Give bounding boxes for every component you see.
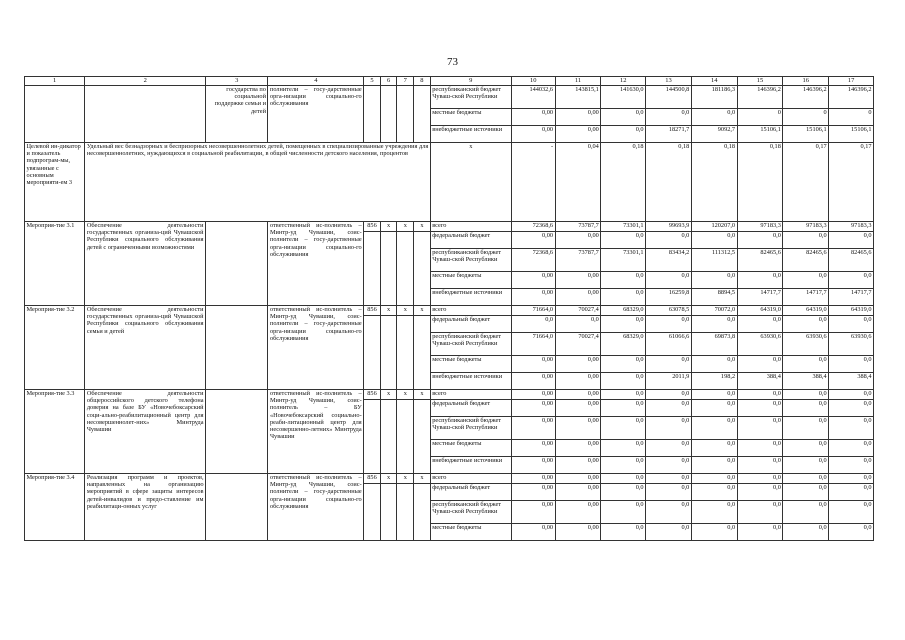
funding-source: федеральный бюджет bbox=[430, 484, 511, 501]
column-number: 3 bbox=[206, 77, 268, 86]
amount-cell: 97183,3 bbox=[783, 222, 829, 232]
table-row bbox=[25, 306, 874, 316]
amount-cell: 8894,5 bbox=[691, 289, 737, 306]
amount-cell: 9092,7 bbox=[691, 126, 737, 143]
indicator-value: 0,18 bbox=[737, 143, 783, 222]
code-x: х bbox=[397, 390, 414, 400]
amount-cell: 0,0 bbox=[737, 272, 783, 289]
amount-cell: 0,0 bbox=[601, 457, 646, 474]
amount-cell: 0 bbox=[783, 109, 829, 126]
funding-source: республиканский бюджет Чуваш-ской Республики bbox=[430, 501, 511, 524]
amount-cell: 111312,5 bbox=[691, 249, 737, 272]
amount-cell: 0,0 bbox=[646, 440, 692, 457]
funding-source: федеральный бюджет bbox=[430, 316, 511, 333]
amount-cell: 388,4 bbox=[829, 373, 874, 390]
amount-cell: 181186,3 bbox=[691, 86, 737, 109]
amount-cell: 0,0 bbox=[691, 232, 737, 249]
amount-cell: 72368,6 bbox=[511, 222, 555, 232]
amount-cell: 0,0 bbox=[737, 484, 783, 501]
code-cell bbox=[364, 484, 381, 541]
code-cell bbox=[397, 86, 414, 143]
amount-cell: 72368,6 bbox=[511, 249, 555, 272]
code-x: х bbox=[397, 474, 414, 484]
amount-cell: 0,0 bbox=[555, 316, 601, 333]
code-cell bbox=[364, 316, 381, 390]
amount-cell: 0,00 bbox=[511, 373, 555, 390]
measure-label: Мероприя-тие 3.3 bbox=[25, 390, 85, 474]
amount-cell: 0,0 bbox=[829, 440, 874, 457]
executor-cell: государства по социальной поддержке семьи и детей bbox=[206, 86, 268, 143]
amount-cell: 0,0 bbox=[691, 356, 737, 373]
code-x: х bbox=[380, 222, 397, 232]
amount-cell: 0,0 bbox=[829, 232, 874, 249]
amount-cell: 0,00 bbox=[511, 390, 555, 400]
indicator-value: 0,04 bbox=[555, 143, 601, 222]
code-cell bbox=[414, 232, 431, 306]
amount-cell: 0,00 bbox=[555, 457, 601, 474]
code-cell bbox=[414, 86, 431, 143]
amount-cell: 0,0 bbox=[601, 316, 646, 333]
amount-cell: 0,0 bbox=[829, 484, 874, 501]
amount-cell: 0,00 bbox=[555, 232, 601, 249]
table-row bbox=[25, 474, 874, 484]
amount-cell: 83434,2 bbox=[646, 249, 692, 272]
amount-cell: 0,00 bbox=[511, 417, 555, 440]
amount-cell: 0 bbox=[829, 109, 874, 126]
amount-cell: 71664,0 bbox=[511, 333, 555, 356]
amount-cell: 146396,2 bbox=[737, 86, 783, 109]
amount-cell: 69873,8 bbox=[691, 333, 737, 356]
amount-cell: 63930,6 bbox=[829, 333, 874, 356]
column-number: 6 bbox=[380, 77, 397, 86]
indicator-value: 0,18 bbox=[646, 143, 692, 222]
code-cell bbox=[414, 400, 431, 474]
amount-cell: 0,0 bbox=[783, 272, 829, 289]
amount-cell: 99693,9 bbox=[646, 222, 692, 232]
code-x: х bbox=[414, 474, 431, 484]
amount-cell: 0,00 bbox=[511, 524, 555, 541]
amount-cell: 70072,0 bbox=[691, 306, 737, 316]
amount-cell: 198,2 bbox=[691, 373, 737, 390]
funding-source: внебюджетные источники bbox=[430, 126, 511, 143]
budget-code: 856 bbox=[364, 222, 381, 232]
amount-cell: 68329,0 bbox=[601, 333, 646, 356]
measure-label: Мероприя-тие 3.1 bbox=[25, 222, 85, 306]
code-x: х bbox=[380, 306, 397, 316]
amount-cell: 0,0 bbox=[691, 400, 737, 417]
amount-cell: 0,0 bbox=[783, 400, 829, 417]
funding-source: местные бюджеты bbox=[430, 440, 511, 457]
amount-cell: 82465,6 bbox=[737, 249, 783, 272]
measure-description: Обеспечение деятельности государственных организа-ций Чувашской Республики социального обслуживания семьи и детей bbox=[85, 306, 206, 390]
amount-cell: 63930,6 bbox=[737, 333, 783, 356]
column-number: 8 bbox=[414, 77, 431, 86]
page-number: 73 bbox=[447, 56, 458, 68]
amount-cell: 0,0 bbox=[829, 400, 874, 417]
amount-cell: 0,0 bbox=[646, 524, 692, 541]
amount-cell: 0,0 bbox=[829, 457, 874, 474]
funding-source: внебюджетные источники bbox=[430, 289, 511, 306]
amount-cell: 61066,6 bbox=[646, 333, 692, 356]
funding-source: республиканский бюджет Чуваш-ской Республики bbox=[430, 249, 511, 272]
code-cell bbox=[364, 86, 381, 143]
indicator-value: 0,17 bbox=[783, 143, 829, 222]
amount-cell: 82465,6 bbox=[829, 249, 874, 272]
amount-cell: 0,0 bbox=[783, 417, 829, 440]
budget-code: 856 bbox=[364, 474, 381, 484]
amount-cell: 0,00 bbox=[555, 390, 601, 400]
amount-cell: 97183,3 bbox=[829, 222, 874, 232]
amount-cell: 71664,0 bbox=[511, 306, 555, 316]
indicator-text: Удельный вес безнадзорных и беспризорных несовершеннолетних детей, помещенных в специализированные учреждения для несовершеннолетних, нуждающихся в социальной реабилитации, в общей численности детского населения, процентов bbox=[85, 143, 430, 222]
amount-cell: 97183,3 bbox=[737, 222, 783, 232]
code-cell bbox=[414, 484, 431, 541]
amount-cell: 0,0 bbox=[601, 232, 646, 249]
amount-cell: 0,0 bbox=[646, 400, 692, 417]
amount-cell: 15106,1 bbox=[829, 126, 874, 143]
responsible-cell: полнители – госу-дарственные орга-низации социально-го обслуживания bbox=[268, 86, 364, 143]
code-cell bbox=[380, 484, 397, 541]
responsible-executor: ответственный ис-полнитель – Минтр-уд Чувашии, соис-полнители – госу-дарственные орга-низации социально-го обслуживания bbox=[268, 222, 364, 306]
executor-cell bbox=[206, 222, 268, 306]
amount-cell: 0,00 bbox=[511, 474, 555, 484]
amount-cell: 144032,6 bbox=[511, 86, 555, 109]
amount-cell: 70027,4 bbox=[555, 306, 601, 316]
amount-cell: 14717,7 bbox=[829, 289, 874, 306]
amount-cell: 0,0 bbox=[646, 109, 692, 126]
code-cell bbox=[397, 400, 414, 474]
column-number: 15 bbox=[737, 77, 783, 86]
amount-cell: 70027,4 bbox=[555, 333, 601, 356]
amount-cell: 0,0 bbox=[646, 316, 692, 333]
amount-cell: 141630,0 bbox=[601, 86, 646, 109]
funding-source: федеральный бюджет bbox=[430, 400, 511, 417]
code-x: х bbox=[380, 390, 397, 400]
amount-cell: 0,0 bbox=[646, 232, 692, 249]
amount-cell: 146396,2 bbox=[829, 86, 874, 109]
amount-cell: 388,4 bbox=[737, 373, 783, 390]
measure-label-cell bbox=[25, 86, 85, 143]
funding-source: всего bbox=[430, 474, 511, 484]
amount-cell: 0,00 bbox=[555, 400, 601, 417]
amount-cell: 0,0 bbox=[691, 484, 737, 501]
funding-source: всего bbox=[430, 306, 511, 316]
amount-cell: 0,0 bbox=[737, 524, 783, 541]
funding-source: внебюджетные источники bbox=[430, 457, 511, 474]
executor-cell bbox=[206, 390, 268, 474]
indicator-code: х bbox=[430, 143, 511, 222]
measure-label: Мероприя-тие 3.4 bbox=[25, 474, 85, 541]
amount-cell: 0,0 bbox=[601, 373, 646, 390]
amount-cell: 2011,9 bbox=[646, 373, 692, 390]
amount-cell: 0,0 bbox=[601, 356, 646, 373]
amount-cell: 64319,0 bbox=[783, 306, 829, 316]
column-number: 1 bbox=[25, 77, 85, 86]
amount-cell: 0,0 bbox=[783, 484, 829, 501]
amount-cell: 0,0 bbox=[646, 356, 692, 373]
amount-cell: 0,0 bbox=[737, 390, 783, 400]
funding-source: местные бюджеты bbox=[430, 109, 511, 126]
table-row bbox=[25, 86, 874, 109]
amount-cell: 0,0 bbox=[691, 390, 737, 400]
indicator-value: 0,18 bbox=[601, 143, 646, 222]
amount-cell: 0,00 bbox=[511, 232, 555, 249]
amount-cell: 0,00 bbox=[555, 440, 601, 457]
indicator-row bbox=[25, 143, 874, 222]
amount-cell: 73301,1 bbox=[601, 249, 646, 272]
amount-cell: 0,0 bbox=[601, 474, 646, 484]
column-number: 2 bbox=[85, 77, 206, 86]
amount-cell: 0,0 bbox=[646, 272, 692, 289]
amount-cell: 73787,7 bbox=[555, 222, 601, 232]
amount-cell: 63930,6 bbox=[783, 333, 829, 356]
amount-cell: 0,00 bbox=[511, 109, 555, 126]
column-number: 5 bbox=[364, 77, 381, 86]
amount-cell: 0,00 bbox=[555, 484, 601, 501]
measure-description: Реализация программ и проектов, направленных на организацию мероприятий в сфере защиты интересов детей-инвалидов и предо-ставление им реабилитаци-онных услуг bbox=[85, 474, 206, 541]
code-x: х bbox=[414, 306, 431, 316]
amount-cell: 0,0 bbox=[737, 316, 783, 333]
column-number: 9 bbox=[430, 77, 511, 86]
amount-cell: 0,0 bbox=[601, 524, 646, 541]
amount-cell: 73787,7 bbox=[555, 249, 601, 272]
amount-cell: 0,0 bbox=[783, 457, 829, 474]
code-cell bbox=[397, 484, 414, 541]
amount-cell: 0,0 bbox=[646, 390, 692, 400]
amount-cell: 0,00 bbox=[511, 440, 555, 457]
amount-cell: 0,0 bbox=[783, 390, 829, 400]
amount-cell: 0,0 bbox=[646, 474, 692, 484]
funding-source: республиканский бюджет Чуваш-ской Республики bbox=[430, 333, 511, 356]
amount-cell: 82465,6 bbox=[783, 249, 829, 272]
amount-cell: 0,0 bbox=[691, 316, 737, 333]
column-number: 16 bbox=[783, 77, 829, 86]
code-x: х bbox=[414, 390, 431, 400]
column-number: 11 bbox=[555, 77, 601, 86]
indicator-value: 0,17 bbox=[829, 143, 874, 222]
indicator-label: Целевой ин-дикатор и показатель подпрограм-мы, увязанные с основным мероприяти-ем 3 bbox=[25, 143, 85, 222]
amount-cell: 14717,7 bbox=[783, 289, 829, 306]
amount-cell: 0,00 bbox=[555, 272, 601, 289]
executor-cell bbox=[206, 306, 268, 390]
amount-cell: 0,0 bbox=[646, 457, 692, 474]
code-cell bbox=[380, 86, 397, 143]
indicator-value: 0,18 bbox=[691, 143, 737, 222]
amount-cell: 0,0 bbox=[783, 524, 829, 541]
amount-cell: 0,0 bbox=[601, 400, 646, 417]
amount-cell: 146396,2 bbox=[783, 86, 829, 109]
amount-cell: 15106,1 bbox=[737, 126, 783, 143]
amount-cell: 0,00 bbox=[511, 457, 555, 474]
amount-cell: 73301,1 bbox=[601, 222, 646, 232]
amount-cell: 0,0 bbox=[737, 400, 783, 417]
responsible-executor: ответственный ис-полнитель – Минтр-уд Чувашии, соис-полнитель – БУ «Новочебоксарский социально-реаби-литационный центр для несовершенно-летних» Минтруда Чувашии bbox=[268, 390, 364, 474]
amount-cell: 64319,0 bbox=[737, 306, 783, 316]
code-cell bbox=[380, 400, 397, 474]
amount-cell: 0,0 bbox=[691, 440, 737, 457]
amount-cell: 0,00 bbox=[511, 400, 555, 417]
funding-source: местные бюджеты bbox=[430, 356, 511, 373]
code-cell bbox=[364, 400, 381, 474]
amount-cell: 0,00 bbox=[555, 126, 601, 143]
amount-cell: 0,0 bbox=[511, 316, 555, 333]
amount-cell: 0,0 bbox=[737, 457, 783, 474]
amount-cell: 0,00 bbox=[555, 524, 601, 541]
amount-cell: 15106,1 bbox=[783, 126, 829, 143]
indicator-value: - bbox=[511, 143, 555, 222]
amount-cell: 0,0 bbox=[783, 440, 829, 457]
measure-desc-cell bbox=[85, 86, 206, 143]
amount-cell: 0,0 bbox=[829, 316, 874, 333]
amount-cell: 0 bbox=[737, 109, 783, 126]
amount-cell: 0,0 bbox=[829, 474, 874, 484]
amount-cell: 0,0 bbox=[829, 417, 874, 440]
amount-cell: 0,0 bbox=[691, 474, 737, 484]
amount-cell: 0,0 bbox=[601, 289, 646, 306]
amount-cell: 0,0 bbox=[691, 417, 737, 440]
code-cell bbox=[380, 232, 397, 306]
amount-cell: 0,0 bbox=[783, 316, 829, 333]
column-number: 12 bbox=[601, 77, 646, 86]
column-number-row bbox=[25, 77, 874, 86]
amount-cell: 0,0 bbox=[783, 232, 829, 249]
measure-label: Мероприя-тие 3.2 bbox=[25, 306, 85, 390]
table-row bbox=[25, 222, 874, 232]
amount-cell: 0,00 bbox=[555, 373, 601, 390]
amount-cell: 0,0 bbox=[601, 390, 646, 400]
amount-cell: 64319,0 bbox=[829, 306, 874, 316]
measure-description: Обеспечение деятельности общероссийского детского телефона доверия на базе БУ «Новочебоксарский соци-ально-реабилитационный центр для несовершеннолет-них» Минтруда Чувашии bbox=[85, 390, 206, 474]
responsible-executor: ответственный ис-полнитель – Минтр-уд Чувашии, соис-полнители – госу-дарственные орга-низации социально-го обслуживания bbox=[268, 306, 364, 390]
amount-cell: 0,0 bbox=[601, 484, 646, 501]
budget-code: 856 bbox=[364, 306, 381, 316]
amount-cell: 0,0 bbox=[829, 390, 874, 400]
amount-cell: 0,0 bbox=[783, 356, 829, 373]
code-cell bbox=[380, 316, 397, 390]
amount-cell: 143815,1 bbox=[555, 86, 601, 109]
amount-cell: 0,0 bbox=[737, 474, 783, 484]
column-number: 13 bbox=[646, 77, 692, 86]
funding-source: местные бюджеты bbox=[430, 272, 511, 289]
amount-cell: 0,0 bbox=[691, 501, 737, 524]
amount-cell: 0,00 bbox=[555, 474, 601, 484]
code-cell bbox=[364, 232, 381, 306]
measure-description: Обеспечение деятельности государственных организа-ций Чувашской Республики социального обслуживания детей с ограниченными возможностями bbox=[85, 222, 206, 306]
column-number: 14 bbox=[691, 77, 737, 86]
budget-table bbox=[24, 76, 874, 541]
executor-cell bbox=[206, 474, 268, 541]
code-x: х bbox=[414, 222, 431, 232]
amount-cell: 0,0 bbox=[646, 501, 692, 524]
amount-cell: 144500,8 bbox=[646, 86, 692, 109]
code-cell bbox=[414, 316, 431, 390]
amount-cell: 0,0 bbox=[646, 484, 692, 501]
code-x: х bbox=[397, 222, 414, 232]
amount-cell: 388,4 bbox=[783, 373, 829, 390]
amount-cell: 120207,0 bbox=[691, 222, 737, 232]
amount-cell: 0,00 bbox=[511, 501, 555, 524]
amount-cell: 18271,7 bbox=[646, 126, 692, 143]
amount-cell: 0,0 bbox=[783, 501, 829, 524]
funding-source: республиканский бюджет Чуваш-ской Республики bbox=[430, 417, 511, 440]
amount-cell: 0,00 bbox=[511, 126, 555, 143]
column-number: 10 bbox=[511, 77, 555, 86]
amount-cell: 0,0 bbox=[691, 272, 737, 289]
amount-cell: 0,0 bbox=[646, 417, 692, 440]
amount-cell: 63078,5 bbox=[646, 306, 692, 316]
amount-cell: 0,00 bbox=[511, 272, 555, 289]
amount-cell: 0,00 bbox=[511, 289, 555, 306]
amount-cell: 0,0 bbox=[691, 524, 737, 541]
amount-cell: 0,0 bbox=[601, 109, 646, 126]
amount-cell: 0,0 bbox=[737, 417, 783, 440]
responsible-executor: ответственный ис-полнитель – Минтр-уд Чувашии, соис-полнители – госу-дарственные орга-низации социально-го обслуживания bbox=[268, 474, 364, 541]
amount-cell: 0,0 bbox=[691, 109, 737, 126]
amount-cell: 0,0 bbox=[737, 440, 783, 457]
budget-code: 856 bbox=[364, 390, 381, 400]
amount-cell: 68329,0 bbox=[601, 306, 646, 316]
amount-cell: 0,00 bbox=[555, 356, 601, 373]
code-x: х bbox=[380, 474, 397, 484]
code-cell bbox=[397, 232, 414, 306]
amount-cell: 16259,8 bbox=[646, 289, 692, 306]
column-number: 7 bbox=[397, 77, 414, 86]
funding-source: всего bbox=[430, 390, 511, 400]
amount-cell: 14717,7 bbox=[737, 289, 783, 306]
funding-source: всего bbox=[430, 222, 511, 232]
funding-source: внебюджетные источники bbox=[430, 373, 511, 390]
amount-cell: 0,0 bbox=[737, 501, 783, 524]
amount-cell: 0,0 bbox=[783, 474, 829, 484]
table-row bbox=[25, 390, 874, 400]
amount-cell: 0,0 bbox=[829, 524, 874, 541]
amount-cell: 0,00 bbox=[555, 501, 601, 524]
amount-cell: 0,0 bbox=[829, 501, 874, 524]
amount-cell: 0,00 bbox=[555, 109, 601, 126]
code-cell bbox=[397, 316, 414, 390]
amount-cell: 0,0 bbox=[737, 356, 783, 373]
amount-cell: 0,00 bbox=[511, 484, 555, 501]
column-number: 4 bbox=[268, 77, 364, 86]
funding-source: федеральный бюджет bbox=[430, 232, 511, 249]
amount-cell: 0,0 bbox=[829, 356, 874, 373]
amount-cell: 0,0 bbox=[601, 501, 646, 524]
amount-cell: 0,00 bbox=[555, 417, 601, 440]
amount-cell: 0,00 bbox=[555, 289, 601, 306]
funding-source: местные бюджеты bbox=[430, 524, 511, 541]
funding-source: республиканский бюджет Чуваш-ской Республики bbox=[430, 86, 511, 109]
column-number: 17 bbox=[829, 77, 874, 86]
amount-cell: 0,0 bbox=[737, 232, 783, 249]
code-x: х bbox=[397, 306, 414, 316]
amount-cell: 0,0 bbox=[601, 126, 646, 143]
amount-cell: 0,0 bbox=[601, 440, 646, 457]
amount-cell: 0,0 bbox=[691, 457, 737, 474]
amount-cell: 0,0 bbox=[601, 272, 646, 289]
amount-cell: 0,0 bbox=[601, 417, 646, 440]
amount-cell: 0,00 bbox=[511, 356, 555, 373]
amount-cell: 0,0 bbox=[829, 272, 874, 289]
